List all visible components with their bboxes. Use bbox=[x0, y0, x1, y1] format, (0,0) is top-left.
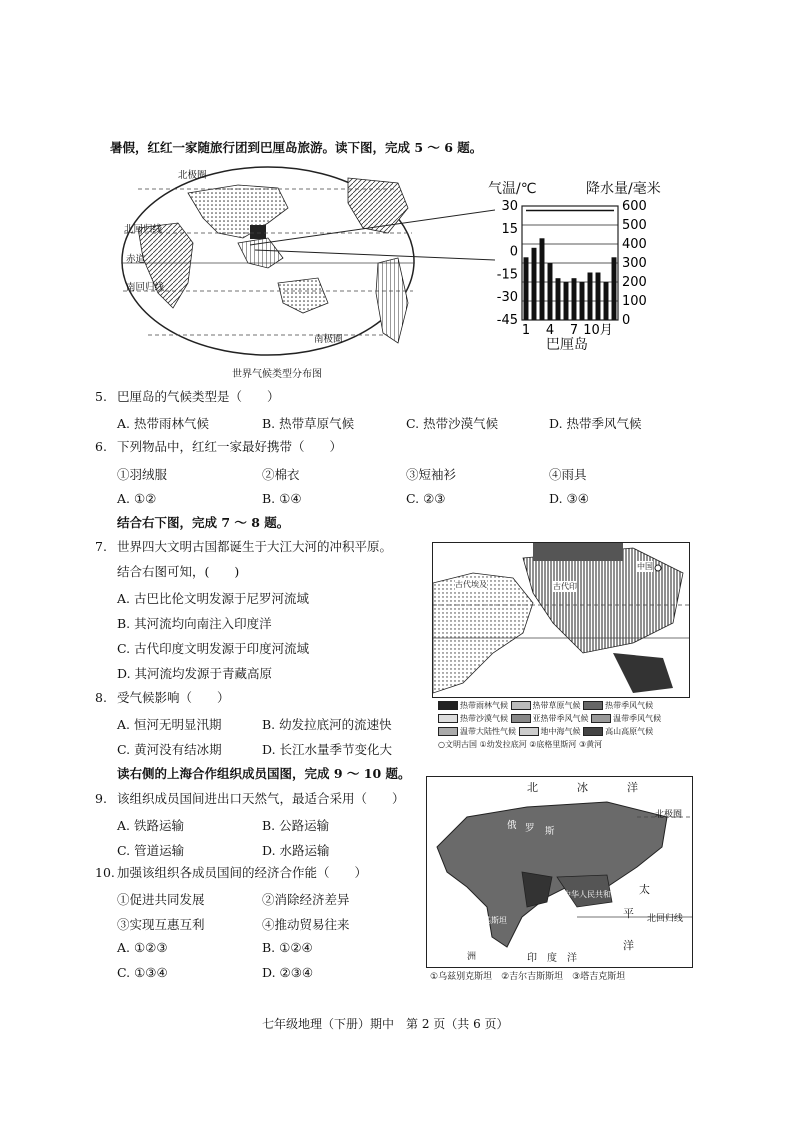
precip-bar bbox=[596, 273, 601, 321]
sco-map bbox=[426, 776, 693, 968]
precip-bar bbox=[524, 257, 529, 320]
indian-ocean-label: 印 度 洋 bbox=[527, 953, 577, 964]
precip-bar bbox=[604, 282, 609, 320]
legend-rivers: ○文明古国 ①幼发拉底河 ②底格里斯河 ③黄河 bbox=[438, 740, 603, 749]
legend-item-3: 热带季风气候 bbox=[605, 701, 654, 710]
continent-label: 洲 bbox=[467, 952, 477, 962]
q7-option-b[interactable]: B. 其河流均向南注入印度洋 bbox=[117, 616, 272, 631]
q9-option-a[interactable]: A. 铁路运输 bbox=[117, 818, 184, 833]
legend-item-5: 亚热带季风气候 bbox=[532, 714, 589, 723]
q6-number: 6. bbox=[95, 439, 107, 454]
q5-option-b[interactable]: B. 热带草原气候 bbox=[262, 416, 355, 431]
q5-stem: 巴厘岛的气候类型是（ ） bbox=[117, 389, 280, 404]
chart-svg bbox=[482, 170, 680, 356]
precip-tick-label: 100 bbox=[622, 294, 647, 309]
q6-item-3: ③短袖衫 bbox=[406, 467, 457, 482]
intro-7-8: 结合右下图，完成 7 ～ 8 题。 bbox=[117, 515, 290, 530]
precip-tick-label: 400 bbox=[622, 237, 647, 252]
russia-char-2: 罗 bbox=[525, 823, 535, 834]
precip-bar bbox=[572, 278, 577, 320]
precip-bar bbox=[532, 248, 537, 320]
temp-tick-label: 15 bbox=[501, 221, 518, 237]
civilizations-legend bbox=[438, 700, 690, 750]
pointer-lines bbox=[250, 205, 495, 265]
legend-item-8: 地中海气候 bbox=[540, 727, 581, 736]
q6-option-b[interactable]: B. ①④ bbox=[262, 491, 302, 506]
precip-bar bbox=[588, 273, 593, 321]
china-label: 中国 bbox=[637, 562, 653, 571]
antarctic-circle-label: 南极圈 bbox=[314, 334, 343, 345]
precip-tick-label: 0 bbox=[622, 313, 631, 328]
precip-bar bbox=[556, 278, 561, 320]
q7-stem-line1: 世界四大文明古国都诞生于大江大河的冲积平原。 bbox=[117, 539, 393, 554]
precip-bar bbox=[548, 263, 553, 320]
tropic-capricorn-label: 南回归线 bbox=[126, 282, 165, 293]
precip-bar bbox=[612, 257, 617, 320]
north-label: 北 bbox=[527, 781, 538, 794]
q7-number: 7. bbox=[95, 539, 107, 554]
temp-tick-label: -30 bbox=[496, 290, 518, 306]
q5-option-c[interactable]: C. 热带沙漠气候 bbox=[406, 416, 499, 431]
temp-tick-label: -15 bbox=[496, 267, 518, 283]
temp-tick-label: -45 bbox=[496, 313, 518, 328]
q10-option-d[interactable]: D. ②③④ bbox=[262, 965, 314, 980]
q10-stem: 加强该组织各成员国间的经济合作能（ ） bbox=[117, 865, 368, 880]
civilizations-map bbox=[432, 542, 690, 698]
sco-legend: ①乌兹别克斯坦 ②吉尔吉斯斯坦 ③塔吉克斯坦 bbox=[430, 972, 626, 982]
q8-option-d[interactable]: D. 长江水量季节变化大 bbox=[262, 742, 393, 757]
precip-bar bbox=[580, 282, 585, 320]
legend-item-9: 高山高原气候 bbox=[605, 727, 654, 736]
q7-option-d[interactable]: D. 其河流均发源于青藏高原 bbox=[117, 666, 273, 681]
q5-number: 5. bbox=[95, 389, 107, 404]
legend-item-4: 热带沙漠气候 bbox=[460, 714, 508, 723]
q6-option-a[interactable]: A. ①② bbox=[117, 491, 157, 506]
ping-label: 平 bbox=[623, 907, 634, 920]
arctic-circle-label: 北极圈 bbox=[178, 170, 207, 181]
q6-item-4: ④雨具 bbox=[549, 467, 587, 482]
pakistan-label: 巴基斯坦 bbox=[475, 916, 507, 925]
tropic-cancer-label: 北回归线 bbox=[124, 224, 163, 235]
q7-option-a[interactable]: A. 古巴比伦文明发源于尼罗河流域 bbox=[117, 591, 309, 606]
yang-label: 洋 bbox=[623, 939, 634, 952]
q6-item-1: ①羽绒服 bbox=[117, 467, 168, 482]
russia-char-1: 俄 bbox=[507, 820, 517, 831]
page-footer: 七年级地理（下册）期中 第 2 页（共 6 页） bbox=[262, 1017, 509, 1031]
climate-chart bbox=[482, 170, 680, 356]
tai-label: 太 bbox=[639, 883, 650, 896]
q5-option-a[interactable]: A. 热带雨林气候 bbox=[117, 416, 209, 431]
india-label: 古代印 bbox=[553, 582, 577, 591]
q10-option-b[interactable]: B. ①②④ bbox=[262, 940, 313, 955]
egypt-label: 古代埃及 bbox=[455, 580, 487, 589]
ocean-label: 洋 bbox=[627, 781, 638, 794]
q6-item-2: ②棉衣 bbox=[262, 467, 300, 482]
q10-option-c[interactable]: C. ①③④ bbox=[117, 965, 168, 980]
map1-caption: 世界气候类型分布图 bbox=[232, 369, 322, 380]
precip-tick-label: 300 bbox=[622, 256, 647, 271]
q8-option-b[interactable]: B. 幼发拉底河的流速快 bbox=[262, 717, 392, 732]
equator-label: 赤道 bbox=[126, 254, 146, 265]
legend-item-2: 热带草原气候 bbox=[532, 701, 581, 710]
temp-tick-label: 0 bbox=[509, 244, 518, 260]
q9-option-c[interactable]: C. 管道运输 bbox=[117, 843, 185, 858]
q8-number: 8. bbox=[95, 690, 107, 705]
q8-option-c[interactable]: C. 黄河没有结冰期 bbox=[117, 742, 222, 757]
china-prc-label: 中华人民共和国 bbox=[563, 890, 619, 899]
q9-stem: 该组织成员国间进出口天然气，最适合采用（ ） bbox=[117, 791, 405, 806]
tropic-label: 北回归线 bbox=[647, 914, 684, 924]
russia-char-3: 斯 bbox=[545, 826, 555, 837]
intro-5-6: 暑假，红红一家随旅行团到巴厘岛旅游。读下图，完成 5 ～ 6 题。 bbox=[110, 140, 483, 155]
q7-option-c[interactable]: C. 古代印度文明发源于印度河流域 bbox=[117, 641, 310, 656]
q6-option-d[interactable]: D. ③④ bbox=[549, 491, 589, 506]
q10-item-1: ①促进共同发展 bbox=[117, 892, 205, 907]
precip-tick-label: 200 bbox=[622, 275, 647, 290]
month-tick-label: 7 bbox=[569, 323, 579, 338]
arctic-label: 北极圈 bbox=[655, 810, 683, 820]
q9-option-b[interactable]: B. 公路运输 bbox=[262, 818, 330, 833]
intro-9-10: 读右侧的上海合作组织成员国图，完成 9 ～ 10 题。 bbox=[117, 766, 411, 781]
q8-stem: 受气候影响（ ） bbox=[117, 690, 230, 705]
q6-stem: 下列物品中，红红一家最好携带（ ） bbox=[117, 439, 343, 454]
month-tick-label: 10月 bbox=[583, 323, 613, 338]
q10-option-a[interactable]: A. ①②③ bbox=[117, 940, 168, 955]
q10-item-2: ②消除经济差异 bbox=[262, 892, 350, 907]
temp-tick-label: 30 bbox=[501, 199, 518, 214]
month-tick-label: 1 bbox=[521, 323, 531, 338]
sco-map-graphic bbox=[427, 777, 692, 967]
legend-item-7: 温带大陆性气候 bbox=[460, 727, 516, 736]
precip-bar bbox=[564, 282, 569, 320]
q9-option-d[interactable]: D. 水路运输 bbox=[262, 843, 330, 858]
ice-label: 冰 bbox=[577, 781, 588, 794]
q6-option-c[interactable]: C. ②③ bbox=[406, 491, 446, 506]
place-label: 巴厘岛 bbox=[546, 337, 588, 353]
q8-option-a[interactable]: A. 恒河无明显汛期 bbox=[117, 717, 222, 732]
precip-tick-label: 500 bbox=[622, 218, 647, 233]
precip-tick-label: 600 bbox=[622, 199, 647, 214]
precip-bar bbox=[540, 238, 545, 320]
q10-item-4: ④推动贸易往来 bbox=[262, 917, 350, 932]
q9-number: 9. bbox=[95, 791, 107, 806]
q5-option-d[interactable]: D. 热带季风气候 bbox=[549, 416, 642, 431]
legend-item-6: 温带季风气候 bbox=[613, 714, 662, 723]
legend-item-1: 热带雨林气候 bbox=[460, 701, 508, 710]
precip-axis-label: 降水量/毫米 bbox=[586, 181, 661, 197]
q10-number: 10. bbox=[95, 865, 115, 880]
month-tick-label: 4 bbox=[545, 323, 555, 338]
q10-item-3: ③实现互惠互利 bbox=[117, 917, 205, 932]
temp-axis-label: 气温/℃ bbox=[488, 181, 537, 197]
q7-stem-line2: 结合右图可知，( ) bbox=[117, 564, 240, 579]
